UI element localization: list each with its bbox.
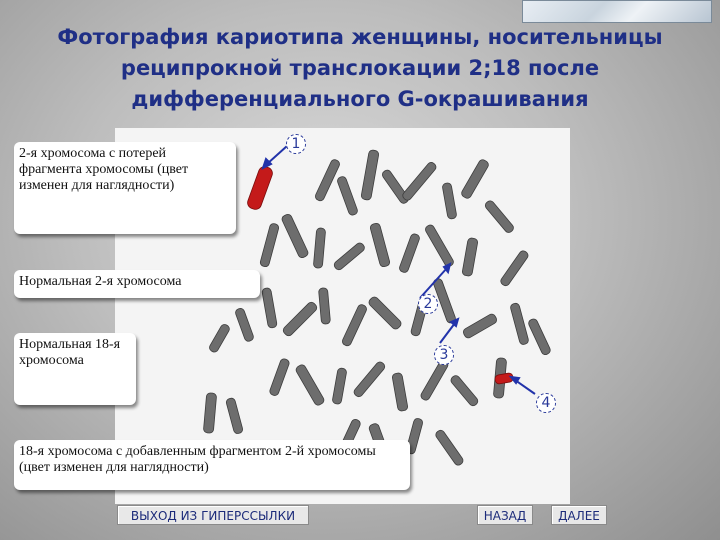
title-line-2: реципрокной транслокации 2;18 после — [120, 56, 600, 80]
label-chromosome-18-added — [14, 440, 410, 490]
corner-image — [522, 0, 712, 23]
label-normal-chromosome-18 — [14, 333, 136, 405]
label-chromosome-18-added-text: 18-я хромосома с добавленным фрагментом 2-й хромосомы (цвет изменен для наглядности) — [19, 444, 376, 475]
marker-3: 3 — [434, 345, 454, 365]
label-normal-chromosome-2 — [14, 270, 260, 298]
label-normal-chromosome-2-text: Нормальная 2-я хромосома — [19, 274, 182, 289]
page-title — [40, 22, 680, 115]
marker-1: 1 — [286, 134, 306, 154]
exit-hyperlink-button[interactable]: ВЫХОД ИЗ ГИПЕРССЫЛКИ — [117, 505, 309, 525]
title-line-1: Фотография кариотипа женщины, носительницы — [57, 25, 663, 49]
highlight-chromosome-2-derivative — [246, 165, 274, 211]
label-chromosome-2-loss — [14, 142, 236, 234]
next-button[interactable]: ДАЛЕЕ — [551, 505, 607, 525]
title-line-3: дифференциального G-окрашивания — [131, 87, 589, 111]
back-button[interactable]: НАЗАД — [477, 505, 533, 525]
marker-2: 2 — [418, 294, 438, 314]
label-normal-chromosome-18-text: Нормальная 18-я хромосома — [19, 337, 121, 368]
marker-4: 4 — [536, 393, 556, 413]
label-chromosome-2-loss-text: 2-я хромосома с потерей фрагмента хромосомы (цвет изменен для наглядности) — [19, 146, 189, 193]
